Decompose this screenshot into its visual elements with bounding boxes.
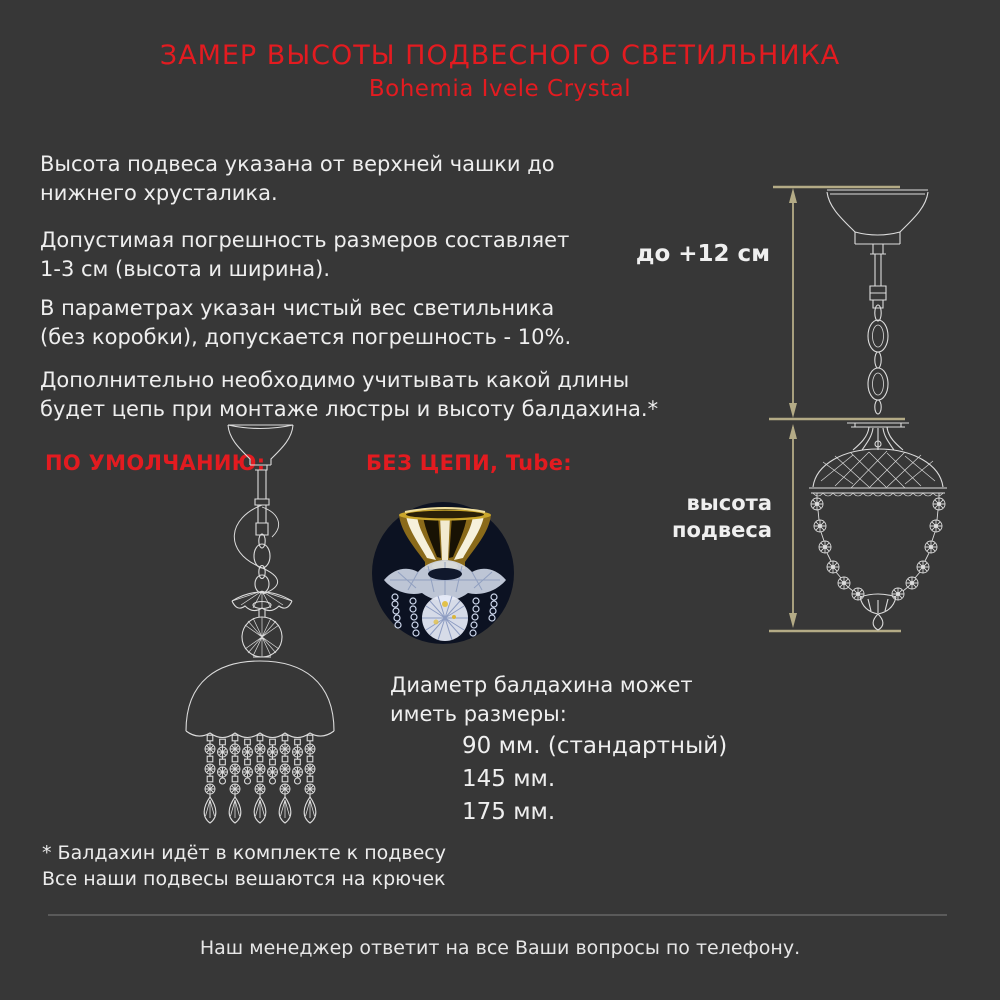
diameter-option: 145 мм. xyxy=(462,766,556,792)
footer-message: Наш менеджер ответит на все Ваши вопросы по телефону. xyxy=(199,937,801,959)
paragraph-line: нижнего хрусталика. xyxy=(40,181,278,205)
dimension-line-text: подвеса xyxy=(671,518,772,542)
paragraph-height-measured-from xyxy=(40,150,555,208)
paragraph-size-tolerance xyxy=(40,226,569,284)
diameter-option: 90 мм. (стандартный) xyxy=(462,733,728,759)
brand-subtitle: Bohemia Ivele Crystal xyxy=(368,76,632,102)
paragraph-line: Дополнительно необходимо учитывать какой длины xyxy=(40,368,630,392)
footnote-line: * Балдахин идёт в комплекте к подвесу xyxy=(42,842,446,864)
paragraph-line: Диаметр балдахина может xyxy=(390,673,693,697)
paragraph-line: Допустимая погрешность размеров составляет xyxy=(40,228,570,252)
footnote xyxy=(42,840,446,892)
canopy-diameter-options xyxy=(462,730,727,829)
default-config-label: ПО УМОЛЧАНИЮ: xyxy=(45,451,266,475)
paragraph-line: будет цепь при монтаже люстры и высоту балдахина.* xyxy=(40,397,659,421)
pendant-default-diagram xyxy=(165,415,365,835)
paragraph-line: Высота подвеса указана от верхней чашки до xyxy=(40,152,555,176)
paragraph-net-weight xyxy=(40,294,571,352)
tube-canopy-photo xyxy=(368,500,518,650)
dimension-line-text: высота xyxy=(686,491,772,515)
pendant-measure-diagram xyxy=(765,180,970,645)
footnote-line: Все наши подвесы вешаются на крючек xyxy=(42,868,446,890)
footer-divider xyxy=(48,914,947,916)
paragraph-line: В параметрах указан чистый вес светильника xyxy=(40,296,555,320)
canopy-diameter-intro xyxy=(390,671,693,729)
paragraph-line: 1-3 см (высота и ширина). xyxy=(40,257,330,281)
paragraph-line: иметь размеры: xyxy=(390,702,567,726)
tube-config-label: БЕЗ ЦЕПИ, Tube: xyxy=(366,451,572,475)
chain-allowance-dimension-label: до +12 см xyxy=(635,241,770,267)
pendant-height-dimension-label xyxy=(672,490,772,544)
diameter-option: 175 мм. xyxy=(462,799,556,825)
paragraph-line: (без коробки), допускается погрешность - 10%. xyxy=(40,325,572,349)
page-title: ЗАМЕР ВЫСОТЫ ПОДВЕСНОГО СВЕТИЛЬНИКА xyxy=(159,40,841,71)
